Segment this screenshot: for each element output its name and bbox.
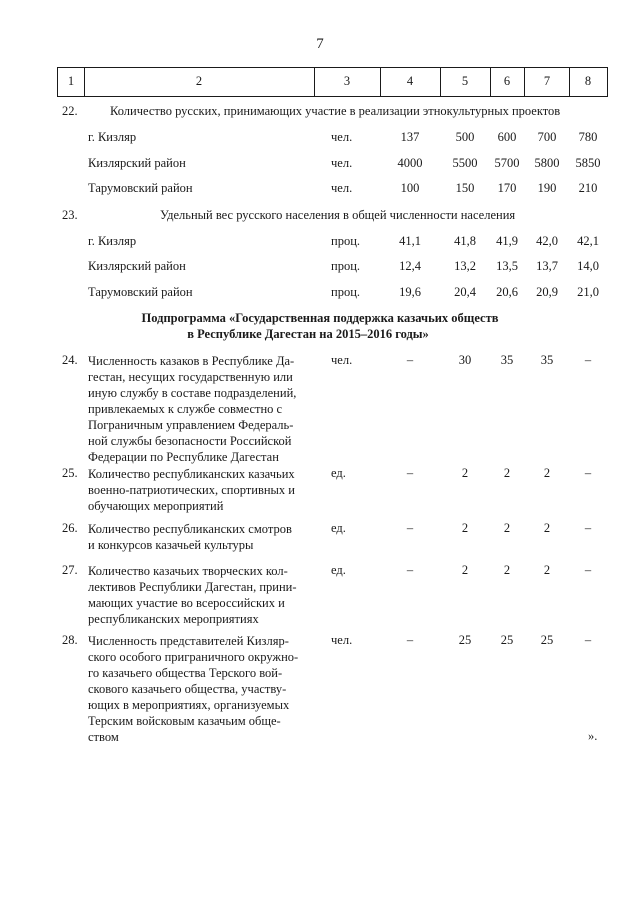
- value-col5: 5500: [452, 156, 478, 170]
- indicator-number: 26.: [62, 521, 78, 535]
- value-col7: 2: [543, 563, 551, 577]
- value-col6: 600: [497, 130, 517, 144]
- indicator-description: [88, 466, 308, 514]
- value-col6: 25: [500, 633, 514, 647]
- description-line: Численность казаков в Республике Да-: [88, 354, 295, 368]
- closing-quote: ».: [588, 729, 598, 743]
- value-col4: 19,6: [399, 285, 421, 299]
- value-col7: 13,7: [536, 259, 558, 273]
- unit: чел.: [331, 353, 353, 367]
- column-number: 4: [406, 74, 414, 88]
- value-col6: 41,9: [496, 234, 518, 248]
- value-col4: 137: [400, 130, 420, 144]
- value-col4: 4000: [397, 156, 423, 170]
- column-number: 6: [503, 74, 511, 88]
- value-col6: 35: [500, 353, 514, 367]
- description-line: мающих участие во всероссийских и: [88, 596, 285, 610]
- value-col7: 35: [540, 353, 554, 367]
- description-line: Количество республиканских смотров: [88, 522, 292, 536]
- description-line: ной службы безопасности Российской: [88, 434, 292, 448]
- value-col7: 5800: [534, 156, 560, 170]
- value-col8: –: [584, 521, 592, 535]
- description-line: Численность представителей Кизляр-: [88, 634, 289, 648]
- description-line: военно-патриотических, спортивных и: [88, 483, 296, 497]
- column-number: 8: [584, 74, 592, 88]
- unit: ед.: [331, 466, 346, 480]
- header-divider: [440, 67, 441, 97]
- description-line: лективов Республики Дагестан, прини-: [88, 580, 297, 594]
- description-line: ством: [88, 730, 119, 744]
- value-col5: 500: [455, 130, 475, 144]
- value-col8: 210: [578, 181, 598, 195]
- value-col8: –: [584, 353, 592, 367]
- value-col8: 780: [578, 130, 598, 144]
- value-col8: 42,1: [577, 234, 599, 248]
- subprogram-heading-line2: в Республике Дагестан на 2015–2016 годы»: [187, 327, 429, 341]
- place-name: г. Кизляр: [88, 130, 137, 144]
- description-line: ющих в мероприятиях, организуемых: [88, 698, 290, 712]
- value-col8: 14,0: [577, 259, 599, 273]
- indicator-description: [88, 521, 308, 553]
- value-col6: 20,6: [496, 285, 518, 299]
- value-col7: 25: [540, 633, 554, 647]
- description-line: Федерации по Республике Дагестан: [88, 450, 279, 464]
- indicator-description: [88, 353, 308, 465]
- indicator-number: 25.: [62, 466, 78, 480]
- unit: чел.: [331, 181, 353, 195]
- indicator-description: [88, 633, 308, 745]
- column-number: 5: [461, 74, 469, 88]
- value-col6: 2: [503, 521, 511, 535]
- value-col8: 21,0: [577, 285, 599, 299]
- unit: чел.: [331, 633, 353, 647]
- value-col4: 12,4: [399, 259, 421, 273]
- value-col5: 41,8: [454, 234, 476, 248]
- value-col6: 170: [497, 181, 517, 195]
- section-number: 23.: [62, 208, 78, 222]
- value-col5: 150: [455, 181, 475, 195]
- value-col8: –: [584, 633, 592, 647]
- value-col5: 13,2: [454, 259, 476, 273]
- place-name: Кизлярский район: [88, 156, 186, 170]
- value-col4: –: [406, 353, 414, 367]
- description-line: скового казачьего общества, участву-: [88, 682, 287, 696]
- unit: ед.: [331, 563, 346, 577]
- unit: ед.: [331, 521, 346, 535]
- description-line: Количество республиканских казачьих: [88, 467, 295, 481]
- section-number: 22.: [62, 104, 78, 118]
- value-col4: –: [406, 563, 414, 577]
- description-line: республиканских мероприятиях: [88, 612, 259, 626]
- header-bottom-line: [57, 96, 608, 97]
- value-col7: 700: [537, 130, 557, 144]
- value-col6: 2: [503, 563, 511, 577]
- unit: чел.: [331, 130, 353, 144]
- value-col4: –: [406, 521, 414, 535]
- unit: чел.: [331, 156, 353, 170]
- header-top-line: [57, 67, 608, 68]
- value-col5: 2: [461, 521, 469, 535]
- description-line: обучающих мероприятий: [88, 499, 224, 513]
- unit: проц.: [331, 234, 361, 248]
- column-number: 2: [195, 74, 203, 88]
- value-col7: 42,0: [536, 234, 558, 248]
- value-col8: 5850: [575, 156, 601, 170]
- page-number: 7: [316, 36, 324, 52]
- value-col4: 100: [400, 181, 420, 195]
- value-col6: 2: [503, 466, 511, 480]
- column-number: 1: [67, 74, 75, 88]
- section-title: Удельный вес русского населения в общей численности населения: [160, 208, 516, 222]
- value-col4: –: [406, 466, 414, 480]
- value-col5: 2: [461, 466, 469, 480]
- description-line: ского особого приграничного окружно-: [88, 650, 299, 664]
- description-line: го казачьего общества Терского вой-: [88, 666, 283, 680]
- description-line: привлекаемых к службе совместно с: [88, 402, 283, 416]
- value-col7: 2: [543, 521, 551, 535]
- value-col6: 5700: [494, 156, 520, 170]
- description-line: и конкурсов казачьей культуры: [88, 538, 254, 552]
- section-title: Количество русских, принимающих участие в реализации этнокультурных проектов: [110, 104, 561, 118]
- value-col8: –: [584, 563, 592, 577]
- description-line: Количество казачьих творческих кол-: [88, 564, 288, 578]
- indicator-description: [88, 563, 308, 627]
- place-name: Тарумовский район: [88, 285, 193, 299]
- value-col7: 2: [543, 466, 551, 480]
- value-col8: –: [584, 466, 592, 480]
- value-col6: 13,5: [496, 259, 518, 273]
- indicator-number: 28.: [62, 633, 78, 647]
- description-line: гестан, несущих государственную или: [88, 370, 293, 384]
- value-col4: 41,1: [399, 234, 421, 248]
- value-col5: 20,4: [454, 285, 476, 299]
- header-divider: [380, 67, 381, 97]
- value-col5: 25: [458, 633, 472, 647]
- indicator-number: 27.: [62, 563, 78, 577]
- place-name: Тарумовский район: [88, 181, 193, 195]
- place-name: г. Кизляр: [88, 234, 137, 248]
- unit: проц.: [331, 285, 361, 299]
- description-line: Пограничным управлением Федераль-: [88, 418, 294, 432]
- header-divider: [314, 67, 315, 97]
- value-col5: 2: [461, 563, 469, 577]
- unit: проц.: [331, 259, 361, 273]
- column-number: 7: [543, 74, 551, 88]
- description-line: Терским войсковым казачьим обще-: [88, 714, 281, 728]
- value-col7: 20,9: [536, 285, 558, 299]
- value-col5: 30: [458, 353, 472, 367]
- place-name: Кизлярский район: [88, 259, 186, 273]
- subprogram-heading-line1: Подпрограмма «Государственная поддержка казачьих обществ: [141, 311, 499, 325]
- value-col7: 190: [537, 181, 557, 195]
- column-number: 3: [343, 74, 351, 88]
- description-line: иную службу в составе подразделений,: [88, 386, 297, 400]
- value-col4: –: [406, 633, 414, 647]
- indicator-number: 24.: [62, 353, 78, 367]
